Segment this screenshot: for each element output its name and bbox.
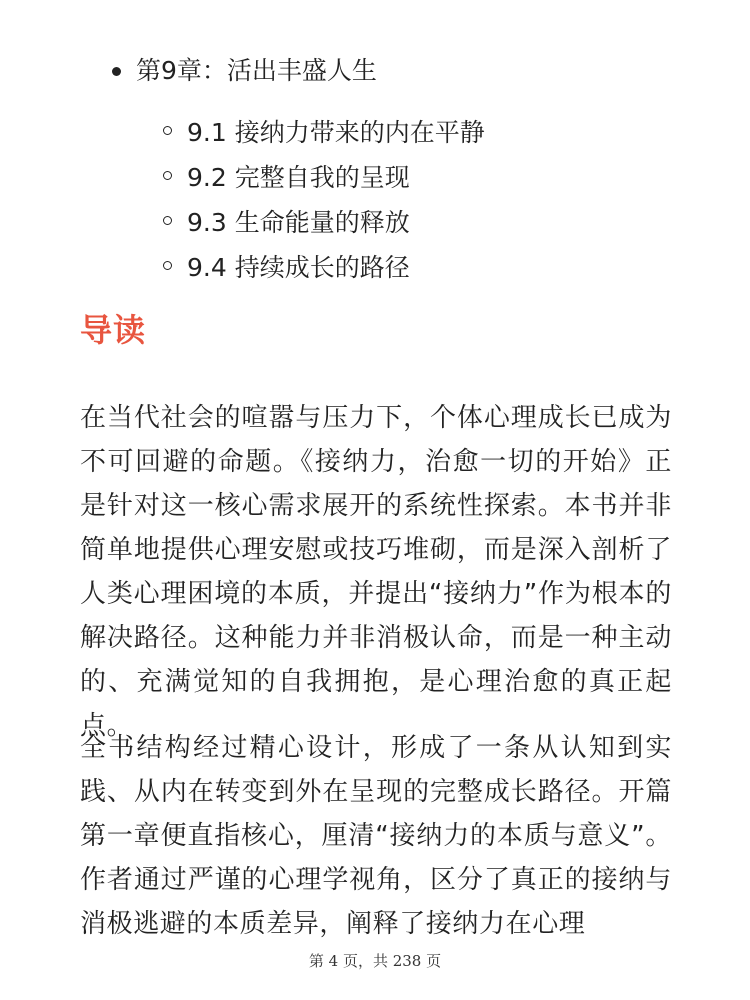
section-item-label: 9.4 持续成长的路径 [187,252,410,282]
chapter-title: 第9章：活出丰盛人生 [136,56,377,85]
section-item [163,108,485,153]
section-item [163,153,485,198]
page-number-footer: 第 4 页，共 238 页 [308,952,442,970]
bullet-circle-icon [163,261,172,270]
section-heading: 导读 [80,311,147,349]
section-item-label: 9.1 接纳力带来的内在平静 [187,117,485,147]
section-item [163,198,485,243]
chapter-list-item [112,52,377,90]
section-item [163,243,485,288]
bullet-disc-icon [112,67,121,76]
body-paragraph: 在当代社会的喧嚣与压力下，个体心理成长已成为不可回避的命题。《接纳力，治愈一切的开始》正是针对这一核心需求展开的系统性探索。本书并非简单地提供心理安慰或技巧堆砌，而是深入剖析了人类心理困境的本质，并提出“接纳力”作为根本的解决路径。这种能力并非消极认命，而是一种主动的、充满觉知的自我拥抱，是心理治愈的真正起点。 [80,403,672,741]
section-list [163,108,485,288]
section-item-label: 9.2 完整自我的呈现 [187,162,410,192]
bullet-circle-icon [163,216,172,225]
bullet-circle-icon [163,126,172,135]
section-item-label: 9.3 生命能量的释放 [187,207,410,237]
bullet-circle-icon [163,171,172,180]
body-paragraph: 全书结构经过精心设计，形成了一条从认知到实践、从内在转变到外在呈现的完整成长路径。开篇第一章便直指核心，厘清“接纳力的本质与意义”。作者通过严谨的心理学视角，区分了真正的接纳与消极逃避的本质差异，阐释了接纳力在心理 [80,733,672,939]
